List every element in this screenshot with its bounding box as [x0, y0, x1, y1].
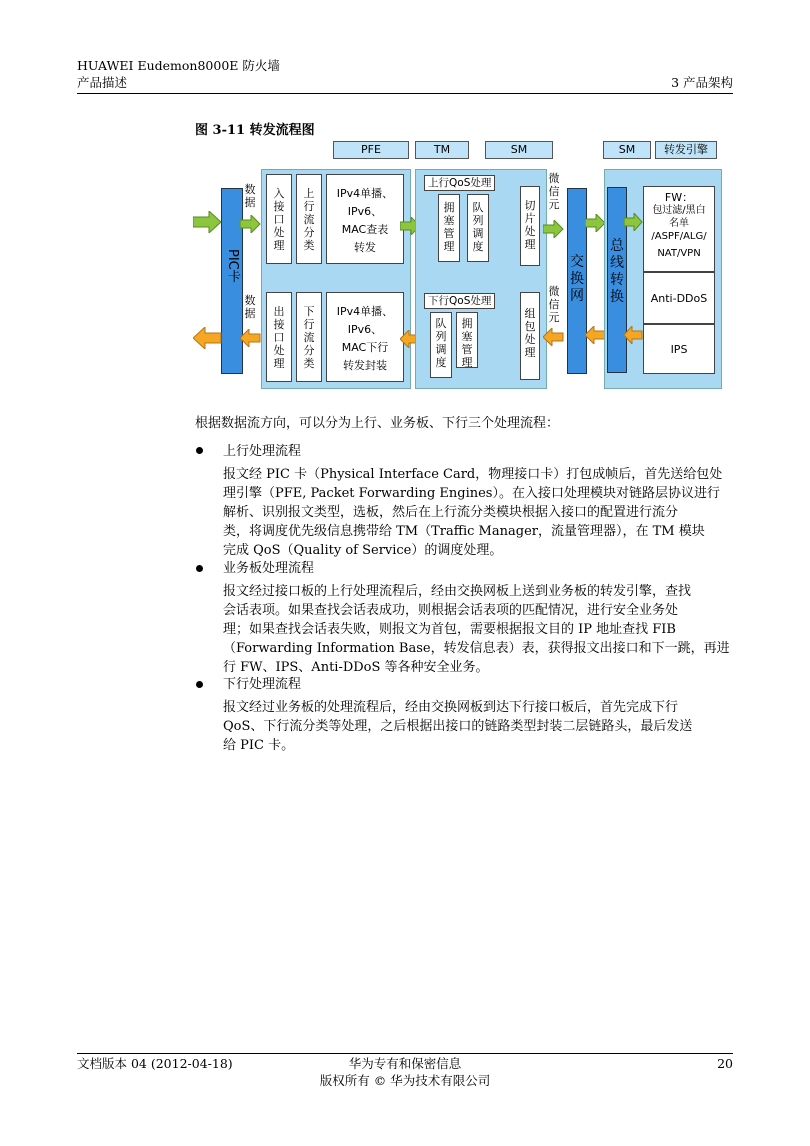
up-congestion-label: 拥塞管理	[443, 201, 455, 253]
bullet-dot	[196, 565, 203, 572]
up-forward-box	[326, 174, 404, 264]
text-line: 理；如果查找会话表失败，则报文为首包，需要根据报文目的 IP 地址查找 FIB	[223, 622, 676, 637]
ingress-box	[266, 174, 292, 264]
down-forward-line3: MAC下行	[341, 341, 389, 354]
down-forward-line4: 转发封装	[343, 359, 387, 372]
up-congestion-box	[438, 194, 460, 262]
arrow-bus-fw-icon	[624, 213, 644, 231]
bullet-body-service	[223, 582, 743, 677]
down-classify-box	[296, 292, 322, 382]
down-congestion-label: 拥塞管理	[461, 317, 473, 369]
bullet-title-upstream: 上行处理流程	[223, 444, 302, 459]
egress-label: 出接口处理	[273, 305, 285, 370]
arrow-ips-bus-icon	[624, 326, 644, 344]
micro-cell-up-label: 微信元	[548, 172, 560, 211]
figure-caption	[195, 119, 315, 138]
up-forward-line4: 转发	[354, 241, 376, 254]
intro-paragraph: 根据数据流方向，可以分为上行、业务板、下行三个处理流程：	[195, 416, 560, 431]
tag-tm: TM	[415, 141, 469, 159]
header-section: 3 产品架构	[671, 75, 733, 90]
down-forward-line2: IPv6、	[347, 323, 383, 336]
fw-line2: 名单	[669, 218, 689, 229]
text-line: 报文经过业务板的处理流程后，经由交换网板到达下行接口板后，首先完成下行	[223, 700, 679, 715]
text-line: 理引擎（PFE, Packet Forwarding Engines）。在入接口处理模块对链路层协议进行	[223, 486, 720, 501]
text-line: （Forwarding Information Base，转发信息表）表，获得报文出接口和下一跳，再进	[223, 641, 730, 656]
text-line: 解析、识别报文类型，选板，然后在上行流分类模块根据入接口的配置进行流分	[223, 505, 679, 520]
up-classify-label: 上行流分类	[303, 187, 315, 252]
text-line: 会话表项。如果查找会话表成功，则根据会话表项的匹配情况，进行安全业务处	[223, 603, 679, 618]
down-queue-label: 队列调度	[435, 317, 447, 369]
text-line: 报文经过接口板的上行处理流程后，经由交换网板上送到业务板的转发引擎，查找	[223, 584, 692, 599]
text-line: 类，将调度优先级信息携带给 TM（Traffic Manager，流量管理器），在 TM 模块	[223, 524, 705, 539]
fw-line3: /ASPF/ALG/	[651, 231, 707, 242]
fw-line4: NAT/VPN	[657, 248, 701, 259]
text-line: 给 PIC 卡。	[223, 738, 295, 753]
figure-number: 图 3-11	[195, 123, 246, 138]
reassemble-label: 组包处理	[524, 307, 536, 359]
tag-sm: SM	[485, 141, 553, 159]
text-line: QoS、下行流分类等处理，之后根据出接口的链路类型封装二层链路头，最后发送	[223, 719, 693, 734]
footer-version: 文档版本 04 (2012-04-18)	[77, 1056, 233, 1071]
figure-title: 转发流程图	[249, 123, 315, 138]
arrow-tm-switch-icon	[543, 220, 565, 238]
down-congestion-box	[456, 312, 478, 368]
footer-confidential: 华为专有和保密信息	[348, 1056, 462, 1071]
reassemble-box	[520, 292, 540, 380]
bullet-dot	[196, 681, 203, 688]
egress-box	[266, 292, 292, 382]
down-forward-box	[326, 292, 404, 382]
anti-ddos-box: Anti-DDoS	[643, 272, 715, 324]
arrow-pfe-pic-icon	[240, 329, 262, 347]
bullet-title-service: 业务板处理流程	[223, 561, 315, 576]
down-forward-line1: IPv4单播、	[336, 305, 394, 318]
arrow-switch-tm-icon	[543, 328, 565, 346]
switch-network	[567, 188, 587, 374]
fw-box	[643, 186, 715, 272]
footer-rule	[77, 1053, 733, 1054]
up-queue-box	[467, 194, 489, 262]
arrow-out-icon	[193, 327, 223, 349]
header-doc-type: 产品描述	[77, 75, 128, 90]
fw-title: FW：	[664, 191, 694, 204]
pic-card-label: PIC卡	[225, 249, 240, 283]
up-forward-line3: MAC查表	[341, 223, 389, 236]
bus-switch-label: 总线转换	[610, 238, 624, 305]
tag-pfe: PFE	[333, 141, 409, 159]
slice-box	[520, 186, 540, 266]
up-queue-label: 队列调度	[472, 201, 484, 253]
fw-line1: 包过滤/黑白	[652, 205, 706, 216]
micro-cell-down-label: 微信元	[548, 285, 560, 324]
bullet-body-downstream	[223, 698, 743, 755]
arrow-pic-pfe-icon	[240, 215, 262, 233]
bullet-dot	[196, 447, 203, 454]
down-classify-label: 下行流分类	[303, 305, 315, 370]
data-out-label: 数据	[244, 294, 256, 320]
down-qos-label: 下行QoS处理	[424, 293, 495, 309]
ingress-label: 入接口处理	[273, 187, 285, 252]
tag-forward-engine: 转发引擎	[655, 141, 717, 159]
data-in-label: 数据	[244, 183, 256, 209]
footer-copyright: 版权所有 © 华为技术有限公司	[319, 1073, 491, 1088]
up-qos-label: 上行QoS处理	[424, 175, 495, 191]
up-forward-line1: IPv4单播、	[336, 187, 394, 200]
ips-box: IPS	[643, 324, 715, 374]
up-forward-line2: IPv6、	[347, 205, 383, 218]
bullet-title-downstream: 下行处理流程	[223, 677, 302, 692]
text-line: 完成 QoS（Quality of Service）的调度处理。	[223, 543, 503, 558]
slice-label: 切片处理	[524, 199, 536, 251]
text-line: 行 FW、IPS、Anti-DDoS 等各种安全业务。	[223, 660, 489, 675]
arrow-in-icon	[193, 211, 223, 233]
header-rule	[77, 93, 733, 94]
down-queue-box	[430, 312, 452, 378]
tag-sm-2: SM	[603, 141, 651, 159]
footer-page-number: 20	[717, 1056, 733, 1071]
switch-network-label: 交换网	[570, 254, 584, 304]
up-classify-box	[296, 174, 322, 264]
header-product: HUAWEI Eudemon8000E 防火墙	[77, 58, 280, 73]
bullet-body-upstream	[223, 465, 743, 560]
text-line: 报文经 PIC 卡（Physical Interface Card，物理接口卡）打包成帧后，首先送给包处	[223, 467, 723, 482]
